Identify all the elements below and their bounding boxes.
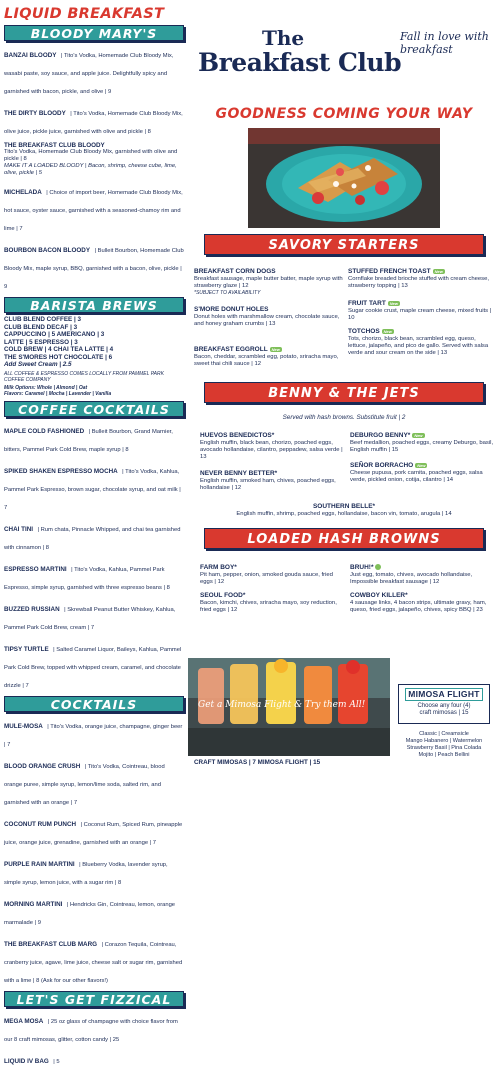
menu-item <box>4 813 184 849</box>
flight-desc-line: Choose any four (4) <box>417 703 471 709</box>
item-desc: | Tito's Vodka, Cointreau, blood orange puree, simple syrup, lemon/lime soda, salted rim, and garnished with an orange | 7 <box>4 763 165 806</box>
menu-item <box>4 102 184 138</box>
item-name: TIPSY TURTLE <box>4 645 49 653</box>
item-name <box>348 300 494 308</box>
vegan-icon <box>375 564 381 570</box>
logo-tagline: Fall in love with breakfast <box>400 30 489 56</box>
item-desc: | Coconut Rum, Spiced Rum, pineapple juice, orange juice, grenadine, garnished with an orange | 7 <box>4 821 183 846</box>
menu-item <box>4 181 184 235</box>
flight-desc-line: craft mimosas | 15 <box>419 710 469 716</box>
item-desc: Cheese pupusa, pork carnita, poached eggs, salsa verde, pickled onion, cotija, cilantro | 14 <box>350 469 483 483</box>
item-name: MICHELADA <box>4 189 42 197</box>
new-badge: New <box>271 346 280 352</box>
goodness-headline: GOODNESS COMING YOUR WAY <box>215 106 473 122</box>
menu-item <box>194 268 344 297</box>
item-desc: | Bulleit Bourbon, Homemade Club Bloody Mix, maple syrup, BBQ, garnished with a bacon, olive, pickle | 9 <box>4 248 184 291</box>
item-name <box>194 346 344 354</box>
item-name: LIQUID IV BAG <box>4 1057 49 1065</box>
menu-item <box>200 432 346 461</box>
menu-item <box>4 715 184 751</box>
food-column <box>188 0 500 772</box>
item-name: THE DIRTY BLOODY <box>4 110 66 117</box>
item-name-text: DEBURGO BENNY* <box>350 432 411 439</box>
item-note: *SUBJECT TO AVAILABILITY <box>194 289 261 296</box>
item-name-text: SEÑOR BORRACHO <box>350 462 414 469</box>
menu-item <box>4 460 184 514</box>
item-addon: MAKE IT A LOADED BLOODY | Bacon, shrimp, cheese cube, lime, olive, pickle | 5 <box>4 163 177 177</box>
flavor-options: Flavors: Caramel | Mocha | Lavender | Vanilla <box>4 390 112 397</box>
item-desc: Sugar cookie crust, maple cream cheese, mixed fruits | 10 <box>348 307 492 321</box>
menu-item <box>348 268 494 290</box>
item-name: MORNING MARTINI <box>4 900 63 908</box>
new-badge: New <box>417 462 426 468</box>
item-name: BREAKFAST CORN DOGS <box>194 268 276 275</box>
breakfast-club-logo <box>196 26 404 96</box>
hash-browns-banner: LOADED HASH BROWNS <box>204 528 484 549</box>
item-desc: | Bulleit Bourbon, Grand Marnier, bitters, Pammel Park Cold Brew, maple syrup | 8 <box>4 428 173 453</box>
menu-item <box>4 518 184 554</box>
item-desc: English muffin, shrimp, poached eggs, hollandaise, bacon vin, tomato, arugula | 14 <box>236 510 452 517</box>
menu-item <box>4 558 184 594</box>
item-desc: | 25 oz glass of champagne with choice flavor from our 8 craft mimosas, glitter, cotton candy | 25 <box>4 1018 178 1043</box>
item-desc: | Tito's Vodka, Kahlua, Pammel Park Espresso, brown sugar, chocolate syrup, and oat milk | 7 <box>4 468 181 511</box>
cocktails-banner: COCKTAILS <box>4 696 184 712</box>
item-name: BANZAI BLOODY <box>4 52 57 59</box>
menu-item <box>348 328 494 357</box>
item-name: MEGA MOSA <box>4 1017 44 1025</box>
item-name: FARM BOY* <box>200 564 237 571</box>
menu-item <box>188 503 500 518</box>
menu-item <box>4 853 184 889</box>
flavor-line: Strawberry Basil | Pina Colada <box>406 745 482 751</box>
brew-line: THE S'MORES HOT CHOCOLATE | 6 <box>4 353 113 361</box>
item-name <box>348 268 494 276</box>
item-desc: | Blueberry Vodka, lavender syrup, simple syrup, lemon juice, with a sugar rim | 8 <box>4 861 168 886</box>
flavor-line: Mango Habanero | Watermelon <box>405 738 483 744</box>
item-name: HUEVOS BENEDICTOS* <box>200 432 275 439</box>
item-name: S'MORE DONUT HOLES <box>194 306 269 313</box>
menu-item <box>4 142 184 177</box>
item-desc: Breakfast sausage, maple butter batter, maple syrup with strawberry glaze | 12 <box>194 275 343 289</box>
brew-line: CAPPUCCINO | 5 AMERICANO | 3 <box>4 331 105 339</box>
menu-item <box>4 1050 184 1068</box>
logo-main: Breakfast Club <box>198 48 402 77</box>
item-desc: | Tito's Vodka, orange juice, champagne, ginger beer | 7 <box>4 723 183 748</box>
item-name <box>350 564 496 572</box>
item-name: COCONUT RUM PUNCH <box>4 820 77 828</box>
barista-brews-banner: BARISTA BREWS <box>4 297 184 313</box>
mimosa-flight-title: MIMOSA FLIGHT <box>405 688 483 701</box>
brew-line: CLUB BLEND COFFEE | 3 <box>4 316 81 324</box>
new-badge: New <box>389 300 399 306</box>
menu-item <box>4 755 184 809</box>
milk-options: Milk Options: Whole | Almond | Oat <box>4 384 88 391</box>
menu-item <box>194 306 344 328</box>
item-desc: Cornflake breaded brioche stuffed with cream cheese, strawberry topping | 13 <box>348 275 490 289</box>
item-desc: | Skrewball Peanut Butter Whiskey, Kahlua, Pammel Park Cold Brew, cream | 7 <box>4 606 176 631</box>
item-name: THE BREAKFAST CLUB MARG <box>4 940 98 948</box>
item-desc: | Corazon Tequila, Cointreau, cranberry juice, agave, lime juice, cheese salt or sugar rim, garnished with a lime | 8 (Ask for our other flavors!) <box>4 941 183 984</box>
fizzical-banner: LET'S GET FIZZICAL <box>4 991 184 1007</box>
item-name: SOUTHERN BELLE* <box>312 503 376 510</box>
menu-item <box>350 432 496 454</box>
menu-item <box>4 638 184 692</box>
logo-the: The <box>262 26 305 50</box>
new-badge: New <box>414 432 423 438</box>
menu-item <box>200 564 346 586</box>
item-desc: Bacon, kimchi, chives, sriracha mayo, soy reduction, fried eggs | 12 <box>200 599 337 613</box>
item-name: BOURBON BACON BLOODY <box>4 247 91 255</box>
french-toast-photo <box>248 128 440 228</box>
item-name-text: BREAKFAST EGGROLL <box>194 346 268 353</box>
menu-item <box>4 893 184 929</box>
benny-note: Served with hash browns. Substitute fruit | 2 <box>282 414 406 421</box>
item-name <box>350 432 496 440</box>
item-name: BLOOD ORANGE CRUSH <box>4 762 81 770</box>
item-desc: | Choice of import beer, Homemade Club Bloody Mix, hot sauce, oyster sauce, garnished with a seasoned-chamoy rim and lime | 7 <box>4 190 183 233</box>
item-name-text: FRUIT TART <box>348 300 386 307</box>
mimosa-caption: Get a Mimosa Flight & Try them All! <box>198 700 366 710</box>
item-desc: English muffin, black bean, chorizo, poached eggs, avocado hollandaise, cilantro, peppadew, salsa verde | 13 <box>200 439 343 460</box>
menu-item <box>350 462 496 484</box>
item-desc: Beef medallion, poached eggs, creamy Deburgo, basil, English muffin | 15 <box>350 439 494 453</box>
item-desc: | Salted Caramel Liquor, Baileys, Kahlua, Pammel Park Cold Brew, topped with whipped cream, caramel, and chocolate drizzle | 7 <box>4 646 182 689</box>
item-desc: | Tito's Vodka, Homemade Club Bloody Mix, olive juice, pickle juice, garnished with olive and pickle | 8 <box>4 111 183 135</box>
item-name: SEOUL FOOD* <box>200 592 246 599</box>
item-desc: | Tito's Vodka, Homemade Club Bloody Mix, wasabi paste, soy sauce, and apple juice. Delightfully spicy and garnished with bacon, pickle, and olive | 9 <box>4 53 174 95</box>
bloody-marys-banner: BLOODY MARY'S <box>4 25 184 41</box>
item-name: BUZZED RUSSIAN <box>4 605 60 613</box>
item-name: COWBOY KILLER* <box>350 592 408 599</box>
menu-item <box>200 470 346 492</box>
item-desc: | Rum chata, Pinnacle Whipped, and chai tea garnished with cinnamon | 8 <box>4 526 181 551</box>
menu-item <box>348 300 494 322</box>
item-name: NEVER BENNY BETTER* <box>200 470 278 477</box>
item-desc: | Hendricks Gin, Cointreau, lemon, orange marmalade | 9 <box>4 901 176 926</box>
item-desc: 4 sausage links, 4 bacon strips, ultimate gravy, ham, queso, fried eggs, jalapeño, chives, spicy BBQ | 23 <box>350 599 487 613</box>
menu-item <box>4 598 184 634</box>
menu-item <box>4 239 184 293</box>
item-name-text: BRUH!* <box>350 564 374 571</box>
item-name: THE BREAKFAST CLUB BLOODY <box>4 142 105 149</box>
item-name: MAPLE COLD FASHIONED <box>4 427 85 435</box>
item-desc: | Tito's Vodka, Kahlua, Pammel Park Espresso, simple syrup, garnished with three espresso beans | 8 <box>4 566 170 591</box>
item-desc: Tots, chorizo, black bean, scrambled egg, queso, lettuce, jalapeño, and pico de gallo. Served with salsa verde and sour cream on the side | 13 <box>348 335 489 356</box>
liquid-breakfast-title: LIQUID BREAKFAST <box>4 6 165 22</box>
item-desc: English muffin, smoked ham, chives, poached eggs, hollandaise | 12 <box>200 477 336 491</box>
item-name: ESPRESSO MARTINI <box>4 565 67 573</box>
brew-list <box>4 316 184 397</box>
item-desc: Just egg, tomato, chives, avocado hollandaise, Impossible breakfast sausage | 12 <box>350 571 473 585</box>
item-name-text: STUFFED FRENCH TOAST <box>348 268 431 275</box>
item-desc: Donut holes with marshmallow cream, chocolate sauce, and honey graham crumbs | 13 <box>194 313 340 327</box>
menu-item <box>200 592 346 614</box>
menu-item <box>350 592 496 614</box>
item-name: CHAI TINI <box>4 525 34 533</box>
flavor-line: Classic | Creamsicle <box>419 731 469 737</box>
mimosa-flight-box <box>398 684 490 724</box>
brew-line: COLD BREW | 4 CHAI TEA LATTE | 4 <box>4 346 114 354</box>
benny-banner: BENNY & THE JETS <box>204 382 484 403</box>
menu-item <box>4 1010 184 1046</box>
savory-starters-banner: SAVORY STARTERS <box>204 234 484 255</box>
item-name-text: TOTCHOS <box>348 328 380 335</box>
mimosa-flight-desc <box>399 703 489 717</box>
menu-item <box>4 420 184 456</box>
item-desc: | 5 <box>53 1058 60 1065</box>
mimosa-flavors <box>392 731 496 759</box>
mimosa-prices: CRAFT MIMOSAS | 7 MIMOSA FLIGHT | 15 <box>194 759 321 766</box>
menu-item <box>4 44 184 98</box>
coffee-cocktails-banner: COFFEE COCKTAILS <box>4 401 184 417</box>
menu-item <box>350 564 496 586</box>
add-sweet-cream: Add Sweet Cream | 2.5 <box>4 361 72 369</box>
drinks-column <box>4 6 184 1072</box>
new-badge: New <box>383 328 392 334</box>
item-name: MULE-MOSA <box>4 722 43 730</box>
item-desc: Bacon, cheddar, scrambled egg, potato, sriracha mayo, sweet thai chili sauce | 12 <box>194 353 339 367</box>
item-name <box>348 328 494 336</box>
menu-item <box>194 346 344 368</box>
flavor-line: Mojito | Peach Bellini <box>418 752 470 758</box>
brew-line: CLUB BLEND DECAF | 3 <box>4 323 78 331</box>
item-name <box>350 462 496 470</box>
item-desc: Pit ham, pepper, onion, smoked gouda sauce, fried eggs | 12 <box>200 571 333 585</box>
item-desc: Tito's Vodka, Homemade Club Bloody Mix, garnished with olive and pickle | 8 <box>4 149 178 163</box>
item-name: SPIKED SHAKEN ESPRESSO MOCHA <box>4 467 118 475</box>
new-badge: New <box>434 268 443 274</box>
item-name: PURPLE RAIN MARTINI <box>4 860 75 868</box>
coffee-source-note: ALL COFFEE & ESPRESSO COMES LOCALLY FROM PAMMEL PARK COFFEE COMPANY <box>4 370 164 383</box>
menu-item <box>4 933 184 987</box>
brew-line: LATTE | 5 ESPRESSO | 3 <box>4 338 78 346</box>
